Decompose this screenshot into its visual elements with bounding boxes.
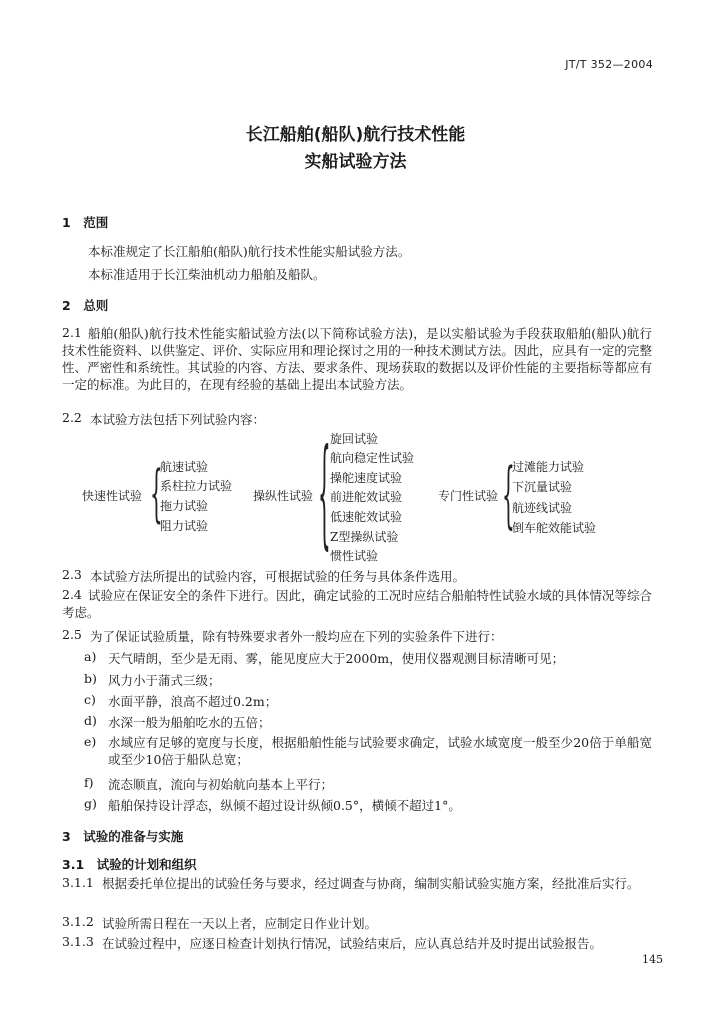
subsection-3-1-heading: 3.1 试验的计划和组织 xyxy=(62,857,197,872)
clause-3-1-2-text: 试验所需日程在一天以上者，应制定日作业计划。 xyxy=(102,916,378,931)
clause-number: 2.2 xyxy=(62,410,82,425)
document-subtitle: 实船试验方法 xyxy=(304,152,407,172)
document-title: 长江船舶(船队)航行技术性能 xyxy=(245,125,466,145)
group-label-special: 专门性试验 xyxy=(438,489,499,503)
list-marker: c) xyxy=(84,692,96,707)
standard-code: JT/T 352—2004 xyxy=(565,58,653,71)
clause-number: 2.5 xyxy=(62,627,82,642)
diagram-item: 系柱拉力试验 xyxy=(160,479,233,493)
brace-icon: { xyxy=(150,455,163,531)
clause-2-5-text: 为了保证试验质量，除有特殊要求者外一般均应在下列的实验条件下进行： xyxy=(90,629,503,644)
clause-3-1-1-text: 根据委托单位提出的试验任务与要求，经过调查与协商，编制实船试验实施方案，经批准后实行。 xyxy=(102,876,640,891)
clause-2-4-text: 试验应在保证安全的条件下进行。因此，确定试验的工况时应结合船舶特性试验水域的具体情况等综合考虑。 xyxy=(62,588,652,620)
diagram-item: Z型操纵试验 xyxy=(330,530,399,544)
list-item: 水深一般为船舶吃水的五倍； xyxy=(108,715,271,730)
clause-number: 2.3 xyxy=(62,567,82,582)
list-item: 流态顺直，流向与初始航向基本上平行； xyxy=(108,777,334,792)
list-marker: f) xyxy=(84,775,94,790)
diagram-item: 过滩能力试验 xyxy=(512,460,585,474)
list-marker: g) xyxy=(84,796,97,811)
section-1-heading: 1 范围 xyxy=(62,215,109,230)
clause-number: 3.1.1 xyxy=(62,875,94,890)
clause-2-1-text: 船舶(船队)航行技术性能实船试验方法(以下简称试验方法)，是以实船试验为手段获取船舶(船队)航行技术性能资料、以供鉴定、评价、实际应用和理论探讨之用的一种技术测试方法。因此，应具有一定的完整性、严密性和系统性。其试验的内容、方法、要求条件、现场获取的数据以及评价性能的主要指标等都应有一定的标准。为此目的，在现有经验的基础上提出本试验方法。 xyxy=(62,326,652,392)
group-label-speed: 快速性试验 xyxy=(82,489,143,503)
diagram-item: 航向稳定性试验 xyxy=(330,451,415,465)
list-item: 水域应有足够的宽度与长度，根据船舶性能与试验要求确定，试验水域宽度一般至少20倍于单船宽或至少10倍于船队总宽； xyxy=(108,735,652,767)
clause-number: 3.1.2 xyxy=(62,914,94,929)
diagram-item: 拖力试验 xyxy=(160,499,209,513)
list-marker: b) xyxy=(84,671,97,686)
list-marker: e) xyxy=(84,734,97,749)
list-item: 天气晴朗，至少是无雨、雾，能见度应大于2000m，使用仪器观测目标清晰可见； xyxy=(108,651,565,666)
diagram-item: 惯性试验 xyxy=(330,549,379,563)
diagram-item: 低速舵效试验 xyxy=(330,510,403,524)
clause-3-1-3-text: 在试验过程中，应逐日检查计划执行情况，试验结束后，应认真总结并及时提出试验报告。 xyxy=(102,936,603,951)
diagram-item: 操舵速度试验 xyxy=(330,471,403,485)
brace-icon: { xyxy=(318,420,331,562)
diagram-item: 航迹线试验 xyxy=(512,501,573,515)
diagram-item: 阻力试验 xyxy=(160,519,209,533)
diagram-item: 前进舵效试验 xyxy=(330,490,403,504)
diagram-item: 下沉量试验 xyxy=(512,480,573,494)
diagram-item: 旋回试验 xyxy=(330,432,379,446)
section-1-paragraph-1: 本标准规定了长江船舶(船队)航行技术性能实船试验方法。 xyxy=(88,244,411,259)
clause-number: 2.4 xyxy=(62,587,82,602)
list-item: 船舶保持设计浮态，纵倾不超过设计纵倾0.5°，横倾不超过1°。 xyxy=(108,798,461,813)
section-3-heading: 3 试验的准备与实施 xyxy=(62,829,184,844)
clause-2-3-text: 本试验方法所提出的试验内容，可根据试验的任务与具体条件选用。 xyxy=(90,569,466,584)
list-item: 水面平静，浪高不超过0.2m； xyxy=(108,694,278,709)
diagram-item: 航速试验 xyxy=(160,460,209,474)
section-2-heading: 2 总则 xyxy=(62,298,109,313)
page-number: 145 xyxy=(642,953,663,966)
group-label-maneuver: 操纵性试验 xyxy=(253,489,314,503)
clause-2-2-text: 本试验方法包括下列试验内容： xyxy=(90,412,266,427)
section-1-paragraph-2: 本标准适用于长江柴油机动力船舶及船队。 xyxy=(88,267,326,282)
list-marker: a) xyxy=(84,649,97,664)
brace-icon: { xyxy=(502,450,515,538)
clause-number: 3.1.3 xyxy=(62,934,94,949)
clause-number: 2.1 xyxy=(62,325,82,340)
list-item: 风力小于蒲式三级； xyxy=(108,673,221,688)
list-marker: d) xyxy=(84,713,97,728)
diagram-item: 倒车舵效能试验 xyxy=(512,521,597,535)
